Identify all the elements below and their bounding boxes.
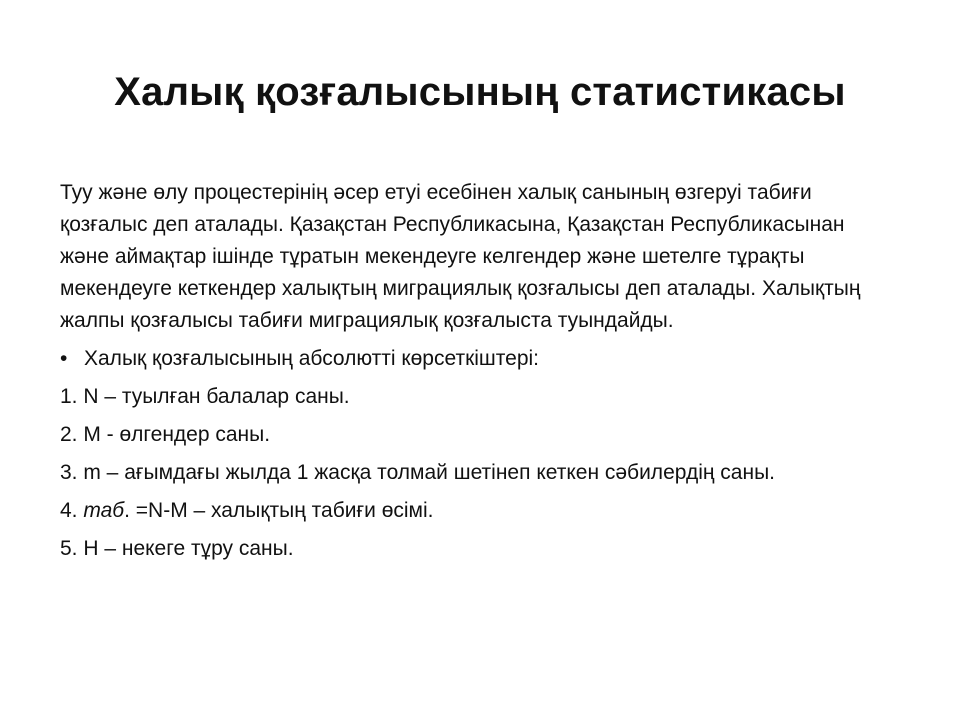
intro-paragraph: Туу және өлу процестерінің әсер етуі есебінен халық санының өзгеруі табиғи қозғалыс деп аталады. Қазақстан Республикасына, Қазақстан Республикасынан және аймақтар ішінде тұратын мекендеуге келгендер және шетелге тұрақты мекендеуге кеткендер халықтың миграциялық қозғалысы деп аталады. Халықтың жалпы қозғалысы табиғи миграциялық қозғалыста туындайды. xyxy=(60,181,861,332)
list-item-2: 2. M - өлгендер саны. xyxy=(60,423,271,446)
list-item-4-prefix: 4. xyxy=(60,499,84,522)
list-item-4 xyxy=(60,495,880,527)
list-item-1: 1. N – туылған балалар саны. xyxy=(60,385,350,408)
bullet-item xyxy=(60,343,880,375)
list-item-3: 3. m – ағымдағы жылда 1 жасқа толмай шетінеп кеткен сәбилердің саны. xyxy=(60,461,775,484)
bullet-text: Халық қозғалысының абсолютті көрсеткіштері: xyxy=(84,347,540,370)
bullet-icon: • xyxy=(60,347,68,370)
list-item-4-suffix: . =N-M – халықтың табиғи өсімі. xyxy=(124,499,434,522)
slide-body xyxy=(60,177,880,571)
slide-title: Халық қозғалысының статистикасы xyxy=(114,70,846,114)
list-item-4-italic: таб xyxy=(83,499,125,522)
list-item-5: 5. H – некеге тұру саны. xyxy=(60,537,294,560)
